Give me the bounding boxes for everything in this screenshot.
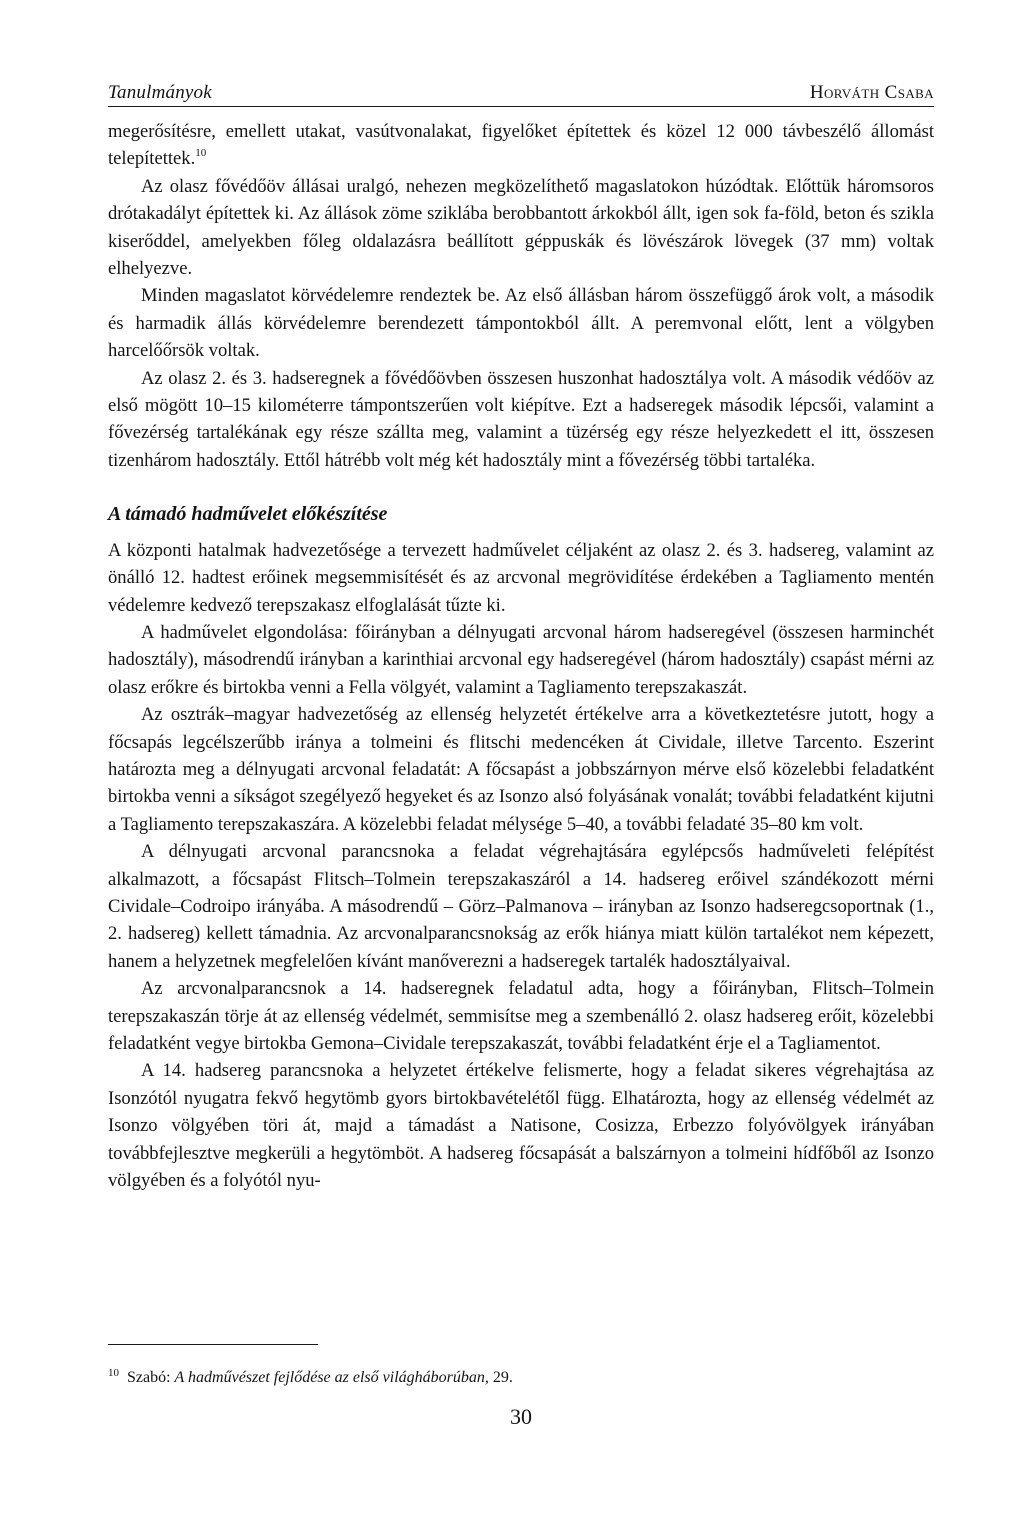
- footnote: [108, 1362, 934, 1389]
- paragraph: Minden magaslatot körvédelemre rendeztek be. Az első állásban három összefüggő árok volt, a második és harmadik állás körvédelemre berendezett támpontokból állt. A peremvonal előtt, lent a völgyben harcelőőrsök voltak.: [108, 285, 934, 362]
- paragraph: A hadművelet elgondolása: főirányban a délnyugati arcvonal három hadseregével (összesen harminchét hadosztály), másodrendű irányban a karinthiai arcvonal egy hadseregével (három hadosztály) csapást mérni az olasz erőkre és birtokba venni a Fella völgyét, valamint a Tagliamento terepszakaszát.: [108, 621, 934, 698]
- running-head: [108, 76, 934, 107]
- footnote-reference[interactable]: 10: [195, 147, 207, 160]
- footnote-mark: 10: [108, 1367, 119, 1379]
- footnote-title: A hadművészet fejlődése az első világháborúban,: [174, 1369, 489, 1386]
- page-number: 30: [510, 1404, 532, 1429]
- body-text: [108, 118, 934, 1194]
- footnote-page: 29.: [492, 1369, 513, 1386]
- journal-section-title: Tanulmányok: [108, 82, 212, 103]
- paragraph: megerősítésre, emellett utakat, vasútvonalakat, figyelőket építettek és közel 12 000 távbeszélő állomást telepítettek.$^{10}$: [108, 121, 934, 170]
- document-page: [108, 0, 934, 1531]
- paragraph: A központi hatalmak hadvezetősége a tervezett hadművelet céljaként az olasz 2. és 3. hadsereg, valamint az önálló 12. hadtest erőinek megsemmisítését és az arcvonal megrövidítése érdekében a Tagliamento mentén védelemre kedvező terepszakasz elfoglalását tűzte ki.: [108, 539, 934, 616]
- author-name: Horváth Csaba: [809, 82, 934, 103]
- section-heading: A támadó hadművelet előkészítése: [108, 503, 388, 526]
- paragraph: A délnyugati arcvonal parancsnoka a feladat végrehajtására egylépcsős hadműveleti felépítést alkalmazott, a főcsapást Flitsch–Tolmein terepszakaszáról a 14. hadsereg erőivel szándékozott mérni Cividale–Codroipo irányába. A másodrendű – Görz–Palmanova – irányban az Isonzo hadseregcsoportnak (1., 2. hadsereg) kellett támadnia. Az arcvonalparancsnokság az erők hiánya miatt külön tartalékot nem képezett, hanem a helyzetnek megfelelően kívánt manőverezni a hadseregek tartalék hadosztályaival.: [108, 841, 934, 972]
- footnote-author: Szabó:: [127, 1369, 171, 1386]
- paragraph: Az arcvonalparancsnok a 14. hadseregnek feladatul adta, hogy a főirányban, Flitsch–Tolmein terepszakaszán törje át az ellenség védelmét, semmisítse meg a szembenálló 2. olasz hadsereg erőit, közelebbi feladatként vegye birtokba Gemona–Cividale terepszakaszát, további feladatként érje el a Tagliamentot.: [108, 978, 934, 1054]
- footnote-divider: [108, 1344, 318, 1345]
- paragraph: A 14. hadsereg parancsnoka a helyzetet értékelve felismerte, hogy a feladat sikeres végrehajtása az Isonzótól nyugatra fekvő hegytömb gyors birtokbavételétől függ. Elhatározta, hogy az ellenség védelmét az Isonzo völgyében töri át, majd a támadást a Natisone, Cosizza, Erbezzo folyóvölgyek irányában továbbfejlesztve megkerüli a hegytömböt. A hadsereg főcsapását a balszárnyon a tolmeini hídfőből az Isonzo völgyében és a folyótól nyu-: [108, 1060, 934, 1192]
- paragraph: Az osztrák–magyar hadvezetőség az ellenség helyzetét értékelve arra a következtetésre jutott, hogy a főcsapás legcélszerűbb iránya a tolmeini és flitschi medencéken át Cividale, illetve Tarcento. Eszerint határozta meg a délnyugati arcvonal feladatát: A főcsapást a jobbszárnyon mérve első közelebbi feladatként birtokba venni a síkságot szegélyező hegyeket és az Isonzo alsó folyásának vonalát; további feladatként kijutni a Tagliamento terepszakaszára. A közelebbi feladat mélysége 5–40, a további feladaté 35–80 km volt.: [108, 704, 934, 835]
- paragraph: Az olasz fővédőöv állásai uralgó, nehezen megközelíthető magaslatokon húzódtak. Előttük háromsoros drótakadályt építettek ki. Az állások zöme sziklába berobbantott árkokból állt, igen sok fa-föld, beton és szikla kiserőddel, amelyekben főleg oldalazásra beállított géppuskák és lövészárok lövegek (37 mm) voltak elhelyezve.: [108, 175, 934, 280]
- paragraph: Az olasz 2. és 3. hadseregnek a fővédőövben összesen huszonhat hadosztálya volt. A második védőöv az első mögött 10–15 kilométerre támpontszerűen volt kiépítve. Ezt a hadseregek második lépcsői, valamint a fővezérség tartalékának egy része szállta meg, valamint a tüzérség egy része helyezkedett el itt, összesen tizenhárom hadosztály. Ettől hátrébb volt még két hadosztály mint a fővezérség többi tartaléka.: [108, 367, 934, 471]
